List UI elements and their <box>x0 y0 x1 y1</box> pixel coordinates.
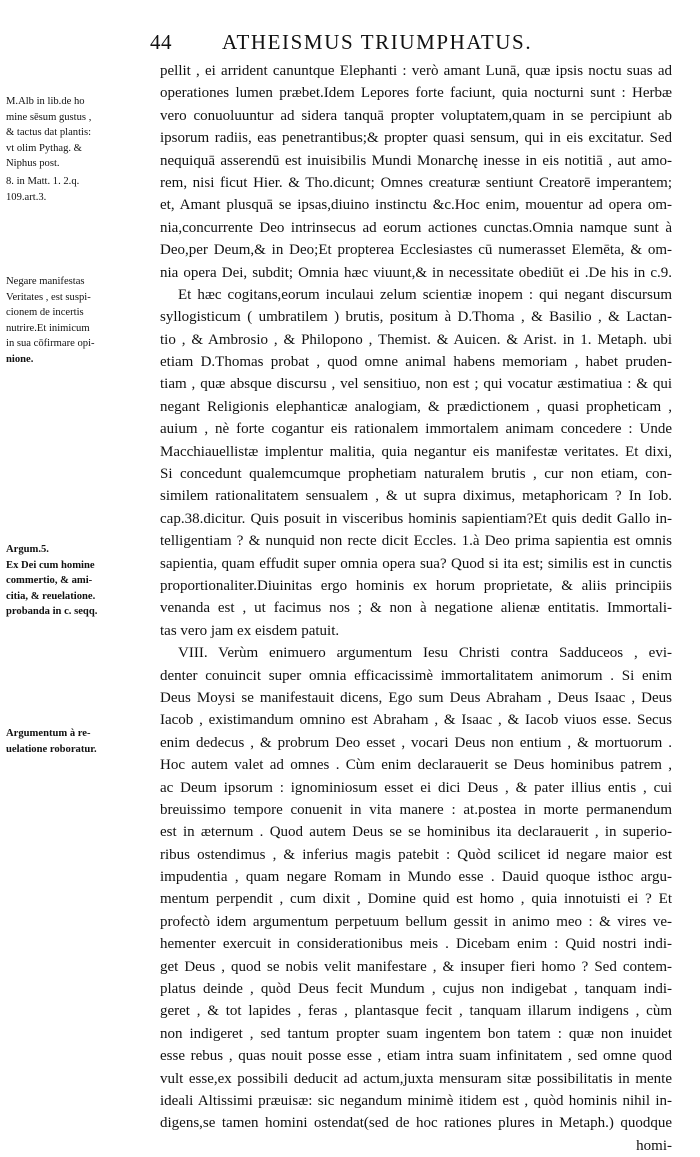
margin-note-albertus <box>6 94 154 172</box>
body-line: cap.38.dicitur. Quis posuit in visceribus hominis sapientiam?Et quis dedit Gallo in- <box>160 510 672 527</box>
note-line: uelatione roboratur. <box>6 743 97 755</box>
body-line: geret , & tot lapides , feras , plantasque fecit , tanquam illarum indigens , cùm <box>160 1003 672 1020</box>
body-line: tas vero jam ex eisdem patuit. <box>160 622 340 639</box>
note-line: 8. in Matt. 1. 2.q. <box>6 176 80 187</box>
running-title: ATHEISMUS TRIUMPHATUS. <box>222 30 533 54</box>
body-line: hementer exercuit in considerationibus meis . Dicebam enim : Quid nostri indi- <box>160 936 672 953</box>
note-line: Argum.5. <box>6 544 49 555</box>
body-line: get Deus , quod se nobis velit manifestare , & insuper fieri homo ? Sed contem- <box>160 958 672 975</box>
body-line: vero conuoluuntur ad sidera tanquā propter voluptatem,quam in se percipiunt ab <box>160 107 672 124</box>
body-line: platus deinde , quòd Deus fecit Mundum , cujus non indigebat , tanquam indi- <box>160 981 672 998</box>
margin-note-negare <box>6 274 154 368</box>
body-line: nequiquā asserendū est inuisibilis Mundi Monarchę inesse in eis notitiā , aut amo- <box>160 152 672 169</box>
body-line: digens,se tamen homini ostendat(sed de hoc rationes plures in Metaph.) quodque <box>160 1115 672 1132</box>
margin-note-matthew <box>6 174 154 205</box>
body-line: Iacob , existimandum omnino est Abraham , & Isaac , & Iacob viuos esse. Secus <box>160 712 672 729</box>
note-line: Negare manifestas <box>6 276 85 287</box>
body-line: ipsorum radiis, eas penetrantibus;& propter quasi sensum, qui in eis excitatur. Sed <box>160 130 672 147</box>
note-line: Veritates , est suspi- <box>6 291 91 303</box>
body-line: Deo,per Deum,& in Deo;Et propterea Ecclesiastes cū numerasset Elemēta, & om- <box>160 242 672 259</box>
body-line: syllogisticum ( umbratilem ) brutis, positum à D.Thoma , & Basilio , & Lactan- <box>160 309 672 326</box>
body-line: negant Religionis elephanticæ analogiam, & prædictionem , quasi propheticam , <box>160 398 672 415</box>
body-line: esse rebus , quas nouit posse esse , etiam intra suam infinitatem , sed omne quod <box>160 1048 672 1065</box>
note-line: Niphus post. <box>6 158 60 170</box>
body-line: similem rationalitatem sensualem , & ut supra diximus, metaphoricam ? In Iob. <box>160 488 672 505</box>
body-line: Macchiauellistæ implentur malitia, quia negantur eis manifestæ veritates. Et dixi, <box>160 443 672 460</box>
body-line: proportionaliter.Diuinitas ergo hominis ex horum proprietate, & aliis principiis <box>160 577 672 594</box>
body-line: denter conuincit super omnia efficacissimè immortalitatem animorum . Si enim <box>160 667 672 684</box>
body-line: telligentiam ? & nunquid non recte dicit Eccles. 1.à Deo prima sapientia est omnis <box>160 533 672 550</box>
body-line: mentum perpendit , cum dixit , Domine quid est homo , quia innotuisti ei ? Et <box>160 891 672 908</box>
body-line: sapientia, quam effudit super omnia opera sua? Quod si ita est; similis est in cunctis <box>160 555 672 572</box>
note-line: nutrire.Et inimicum <box>6 322 90 334</box>
body-line: breuissimo tempore conuenit in vita manere : at.postea in morte permanendum <box>160 801 672 818</box>
page-header <box>150 30 670 60</box>
note-line: probanda in c. seqq. <box>6 606 98 618</box>
body-line: impudentia , quam negare Romam in Mundo esse . Dauid quoque isthoc argu- <box>160 869 672 886</box>
body-line: profectò idem argumentum perpetuum bellum gessit in animo meo : & vires ve- <box>160 913 672 930</box>
body-text <box>160 60 672 1157</box>
body-line: nia,concurrente Deo intrinsecus ad eorum actiones cunctas.Omnia namque sunt à <box>160 219 672 236</box>
body-line: Si concedunt qualemcumque prophetiam naturalem brutis , cur non etiam, con- <box>160 466 672 483</box>
note-line: mine sēsum gustus , <box>6 111 92 123</box>
body-line: VIII. Verùm enimuero argumentum Iesu Christi contra Sadduceos , evi- <box>178 645 672 662</box>
body-line: ribus ostendimus , & inferius magis patebit : Quòd scilicet id negare maior est <box>160 846 672 863</box>
body-line: tiam , quæ absque discursu , vel sensitiuo, non est ; qui vocatur æstimatiua : & qui <box>160 376 672 393</box>
note-line: in sua cōfirmare opi- <box>6 338 95 350</box>
note-line: Argumentum à re- <box>6 728 91 739</box>
note-line: cionem de incertis <box>6 307 84 319</box>
body-line: Et hæc cogitans,eorum inculaui zelum scientiæ inopem : qui negant discursum <box>178 286 672 303</box>
note-line: nione. <box>6 353 34 365</box>
body-line: pellit , ei arrident canuntque Elephanti : verò amant Lunā, quæ ipsis noctu suas ad <box>160 63 672 79</box>
margin-note-argument-5 <box>6 542 154 620</box>
body-line: enim dedecus , & probrum Deo esset , vocari Deus non entium , & mortuorum . <box>160 734 672 751</box>
body-line: rem, nisi ficut Hier. & Tho.dicunt; Omnes creaturæ sentiunt Creatorē imperantem; <box>160 174 672 191</box>
body-line: venanda est , ut facimus nos ; & non à negatione alienæ entitatis. Immortali- <box>160 600 672 617</box>
note-line: Ex Dei cum homine <box>6 559 95 571</box>
body-line: auium , nè forte cogantur eis rationalem immortalem animam concedere : Unde <box>160 421 672 438</box>
note-line: & tactus dat plantis: <box>6 127 92 139</box>
body-line: et, Amant plusquā se ipsas,diuino instinctu &c.Hoc enim, mouentur ad opera om- <box>160 197 672 214</box>
body-line: Hoc autem valet ad omnes . Cùm enim declarauerit se Deus hominibus patrem , <box>160 757 672 774</box>
note-line: 109.art.3. <box>6 191 47 203</box>
note-line: commertio, & ami- <box>6 575 93 587</box>
body-line: ideali Altissimi præuisæ: sic negandum minimè itidem est , quòd hominis nihil in- <box>160 1092 672 1109</box>
page-number: 44 <box>150 30 172 54</box>
body-line: etiam D.Thomas probat , quod omne animal habens memoriam , habet pruden- <box>160 354 672 371</box>
body-line: homi- <box>636 1137 672 1154</box>
note-line: citia, & reuelatione. <box>6 590 96 602</box>
body-line: nia opera Dei, subdit; Omnia hæc viuunt,& in necessitate obediūt ei .De his in c.9. <box>160 264 672 281</box>
note-line: M.Alb in lib.de ho <box>6 96 85 107</box>
body-line: ac Deum ipsorum : ignominiosum esset ei dici Deus , & pater illius entis , cui <box>160 779 672 796</box>
body-line: Deus Moysi se manifestauit dicens, Ego sum Deus Abraham , Deus Isaac , Deus <box>160 689 672 706</box>
body-line: est in æternum . Quod autem Deus se se hominibus ita declarauerit , in superio- <box>160 824 672 841</box>
note-line: vt olim Pythag. & <box>6 142 82 154</box>
body-line: operationes lumen præbet.Idem Lepores forte faciunt, quia nocturni sunt : Herbæ <box>160 85 672 102</box>
margin-note-revelation <box>6 726 154 757</box>
body-line: non indigeret , sed tantum propter suam ingentem bon tatem : quæ non inuidet <box>160 1025 672 1042</box>
body-line: tio , & Ambrosio , & Philopono , Themist. & Auicen. & Arist. in 1. Metaph. ubi <box>160 331 672 348</box>
body-line: vult esse,ex possibili deducit ad actum,juxta mensuram sitæ possibilitatis in mente <box>160 1070 672 1087</box>
